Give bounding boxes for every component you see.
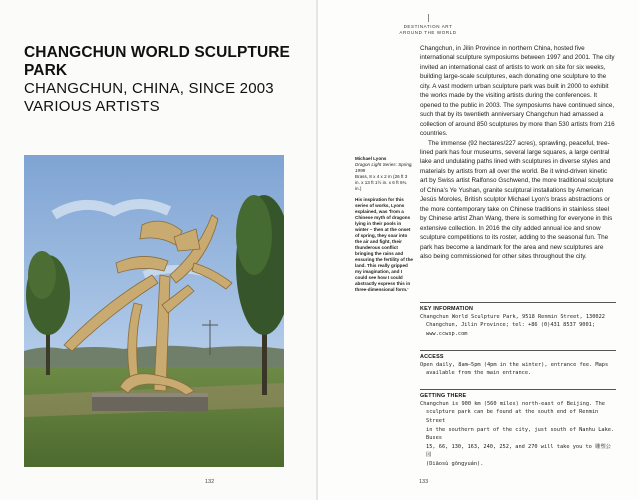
caption-artist: Michael Lyons [355, 156, 387, 161]
caption-work-title: Dragon Light Series: Spring, 1998 [355, 162, 413, 173]
page-title: CHANGCHUN WORLD SCULPTURE PARK [24, 44, 290, 79]
getting-there-line: (Diāosù gōngyuán). [426, 460, 484, 467]
website-link[interactable]: www.ccwsp.com [426, 330, 468, 337]
subtitle-artists: VARIOUS ARTISTS [24, 98, 160, 115]
sculpture-photo [24, 155, 284, 467]
getting-there-line: in the southern part of the city, just south of Nanhu Lake. Buses [426, 426, 615, 442]
getting-there-line: 15, 66, 130, 163, 240, 252, and 270 will take you to 雕塑公园 [426, 443, 611, 459]
photo-caption [355, 156, 413, 293]
page-number-left: 132 [205, 479, 215, 485]
body-paragraph-1: Changchun, in Jilin Province in northern China, hosted five international sculpture symposiums between 1997 and 2001. The city invited an international cast of artists to work on site for six weeks, building large-scale sculptures, each donating one sculpture to the city. A vast modern urban sculpture park was built in 2000 to exhibit the works made by the visiting artists during the conferences. It opened to the public in 2003. The symposiums have continued since, such that by its twentieth anniversary Changchun had amassed a collection of around 850 sculptures by more than 530 artists from 216 countries. [420, 45, 615, 138]
key-information-label: KEY INFORMATION [420, 305, 474, 312]
key-information [420, 302, 616, 339]
getting-there-section [420, 389, 616, 469]
access-line: Open daily, 8am–5pm (4pm in the winter), entrance fee. Maps [420, 361, 609, 368]
access-label: ACCESS [420, 353, 444, 360]
subtitle-location: CHANGCHUN, CHINA, SINCE 2003 [24, 80, 274, 97]
page-number-right: 133 [419, 479, 429, 485]
article-body [420, 44, 616, 261]
getting-there-label: GETTING THERE [420, 392, 467, 399]
subtitle [24, 80, 304, 116]
sculpture-photo-graphic [24, 155, 284, 467]
running-header [393, 14, 463, 36]
body-paragraph-2: The immense (92 hectares/227 acres), sprawling, peaceful, tree-lined park has four museums, several large squares, a large central lake and undulating paths lined with sculptures in diverse styles and materials by artists from all over the world. Be it wind-driven kinetic art by Swiss artist Ralfonso Gschwend, the more traditional sculpture of China's Ye Yushan, granite sculptural installations by American Jesús Moroles, British sculptor Michael Lyon's brass abstractions or the more contemporary take on Chinese traditions in stainless steel by Chinese artist Zhan Wang, there is something for everyone in this extensive collection. In 2016 the city added annual ice and snow sculpture competitions to its roster, adding to the seasonal fun. The park has become a landmark for the area and new sculptures are also being commissioned for other sites throughout the city. [420, 139, 614, 260]
section-rule [420, 350, 616, 351]
header-line-2: AROUND THE WORLD [399, 30, 457, 35]
caption-materials: Brass, 8 x 4 x 2 m (26 ft 3 in. x 13 ft 1½ in. x 6 ft 6¾ in.) [355, 174, 408, 191]
section-rule [420, 389, 616, 390]
section-rule [420, 302, 616, 303]
key-information-line: Changchun, Jilin Province; tel: +86 (0)431 8537 9001; [426, 322, 596, 329]
key-information-line: Changchun World Sculpture Park, 9518 Renmin Street, 130022 [420, 313, 605, 320]
access-line: available from the main entrance. [426, 370, 532, 377]
caption-body: His inspiration for this series of works, Lyons explained, was 'from a Chinese myth of dragons lying in their pools in winter – then at the onset of spring, they soar into the air and fight, their thunderous conflict bringing the rains and ensuring the fertility of the land. This really gripped my imagination, and I could see how I could abstractly express this in three-dimensional form.' [355, 197, 413, 292]
header-rule [428, 14, 429, 22]
getting-there-line: sculpture park can be found at the south end of Renmin Street [426, 409, 599, 424]
getting-there-line: Changchun is 900 km (560 miles) north-east of Beijing. The [420, 400, 605, 407]
header-line-1: DESTINATION ART [403, 24, 453, 29]
access-section [420, 350, 616, 378]
